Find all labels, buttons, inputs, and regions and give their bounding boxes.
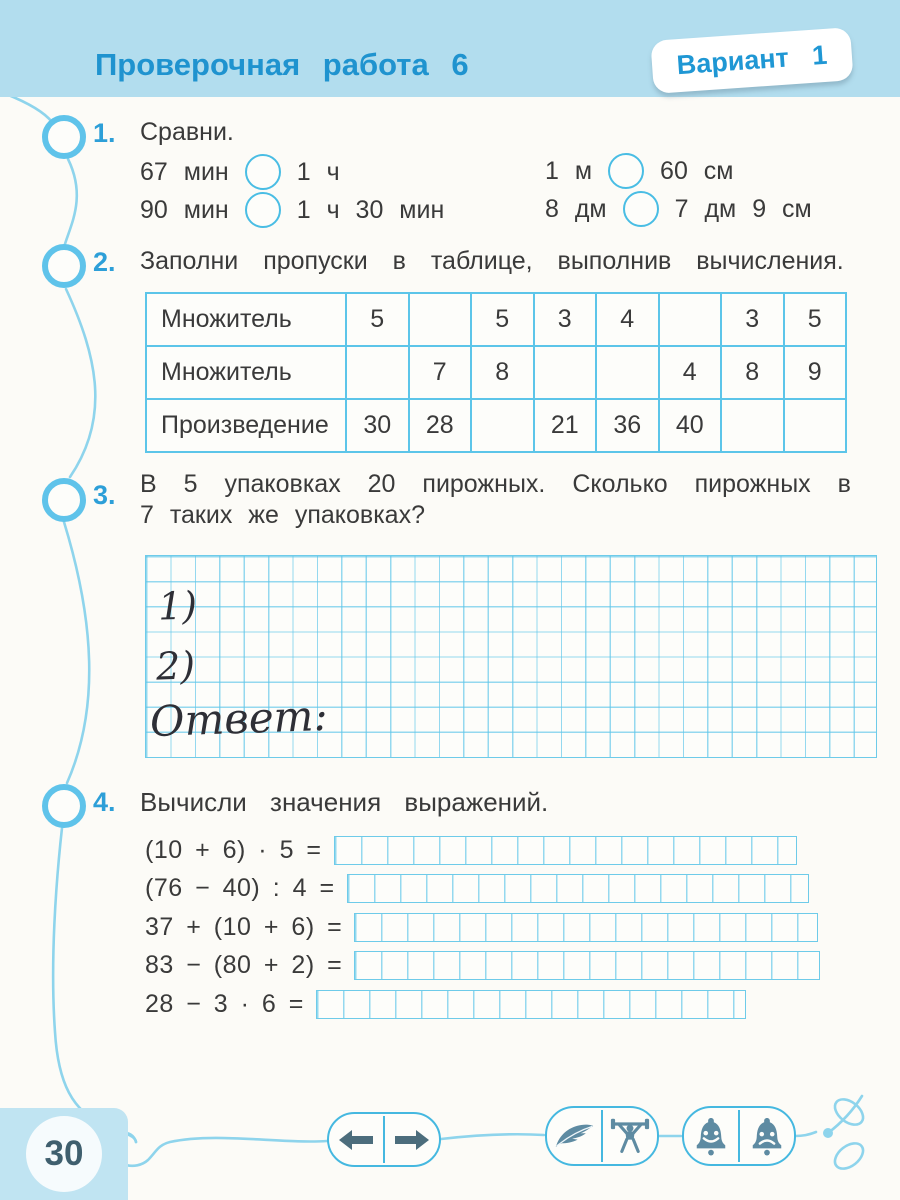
table-cell: 28 — [409, 399, 472, 452]
table-cell-empty[interactable] — [784, 399, 847, 452]
expression-text: (10 + 6) · 5 = — [145, 835, 322, 864]
task1-number: 1. — [93, 118, 116, 148]
happy-bell-icon — [692, 1115, 730, 1157]
table-cell-empty[interactable] — [409, 293, 472, 346]
nav-arrows-pill — [327, 1112, 441, 1167]
comparison-left: 67 мин — [140, 157, 229, 186]
task3-prompt-line1: В 5 упаковках 20 пирожных. Сколько пирожных в — [140, 470, 851, 498]
happy-bell-button[interactable] — [684, 1108, 738, 1164]
task1-prompt: Сравни. — [140, 118, 234, 146]
table-cell-empty[interactable] — [471, 399, 534, 452]
hard-weightlifter-button[interactable] — [603, 1108, 657, 1164]
left-arrow-icon — [338, 1129, 374, 1151]
comparison-left: 90 мин — [140, 195, 229, 224]
weightlifter-icon — [610, 1116, 650, 1156]
comparison-row — [140, 152, 340, 192]
bow-knot-icon — [828, 1094, 868, 1173]
table-row — [146, 399, 846, 452]
page-number-block — [0, 1108, 128, 1200]
table-row — [146, 346, 846, 399]
comparison-row — [545, 151, 734, 191]
difficulty-pill — [545, 1106, 659, 1166]
expression-row — [145, 908, 822, 947]
comparison-right: 60 см — [660, 156, 734, 185]
row-label: Множитель — [146, 346, 346, 399]
next-page-button[interactable] — [385, 1114, 439, 1165]
variant-badge-label: Вариант 1 — [675, 39, 829, 81]
table-cell: 9 — [784, 346, 847, 399]
table-cell-empty[interactable] — [659, 293, 722, 346]
sad-bell-button[interactable] — [740, 1108, 794, 1164]
comparison-right: 1 ч — [296, 157, 340, 186]
table-cell: 5 — [784, 293, 847, 346]
task4-number: 4. — [93, 787, 116, 817]
task2-prompt: Заполни пропуски в таблице, выполнив вычисления. — [140, 247, 844, 275]
multiplication-table — [145, 292, 847, 453]
row-label: Произведение — [146, 399, 346, 452]
feather-icon — [553, 1122, 595, 1150]
table-cell-empty[interactable] — [346, 346, 409, 399]
comparison-right: 1 ч 30 мин — [296, 195, 445, 224]
answer-strip[interactable] — [354, 913, 818, 942]
table-cell: 4 — [596, 293, 659, 346]
page-number-circle — [26, 1116, 102, 1192]
table-cell-empty[interactable] — [721, 399, 784, 452]
comparison-answer-circle[interactable] — [245, 192, 281, 228]
table-cell: 4 — [659, 346, 722, 399]
table-cell-empty[interactable] — [534, 346, 597, 399]
task3-marker-circle — [42, 478, 86, 522]
step2-label: 2) — [155, 643, 196, 689]
table-cell: 7 — [409, 346, 472, 399]
table-cell: 3 — [721, 293, 784, 346]
comparison-right: 7 дм 9 см — [674, 194, 812, 223]
table-cell: 8 — [471, 346, 534, 399]
table-cell: 40 — [659, 399, 722, 452]
table-cell: 21 — [534, 399, 597, 452]
row-label: Множитель — [146, 293, 346, 346]
page-number: 30 — [44, 1134, 84, 1173]
prev-page-button[interactable] — [329, 1114, 383, 1165]
answer-strip[interactable] — [354, 951, 820, 980]
comparison-answer-circle[interactable] — [623, 191, 659, 227]
task3-number: 3. — [93, 480, 116, 510]
comparison-row — [545, 189, 812, 229]
expression-row — [145, 947, 822, 986]
expression-text: (76 − 40) : 4 = — [145, 874, 335, 903]
step1-label: 1) — [157, 583, 198, 629]
sad-bell-icon — [748, 1115, 786, 1157]
comparison-left: 8 дм — [545, 194, 607, 223]
table-cell: 36 — [596, 399, 659, 452]
answer-strip[interactable] — [347, 874, 809, 903]
answer-label: Ответ: — [149, 690, 329, 747]
table-cell: 8 — [721, 346, 784, 399]
comparison-left: 1 м — [545, 156, 593, 185]
solution-grid[interactable] — [145, 555, 877, 758]
task1-marker-circle — [42, 115, 86, 159]
comparison-row — [140, 190, 444, 230]
comparison-answer-circle[interactable] — [245, 154, 281, 190]
right-arrow-icon — [394, 1129, 430, 1151]
task4-marker-circle — [42, 784, 86, 828]
mood-pill — [682, 1106, 796, 1166]
comparison-answer-circle[interactable] — [608, 153, 644, 189]
task3-prompt-line2: 7 таких же упаковках? — [140, 501, 425, 529]
expressions-list — [145, 831, 822, 1024]
expression-text: 83 − (80 + 2) = — [145, 951, 343, 980]
task2-marker-circle — [42, 244, 86, 288]
expression-text: 37 + (10 + 6) = — [145, 912, 343, 941]
easy-feather-button[interactable] — [547, 1108, 601, 1164]
table-cell: 3 — [534, 293, 597, 346]
table-cell: 5 — [471, 293, 534, 346]
answer-strip[interactable] — [316, 990, 746, 1019]
expression-row — [145, 870, 822, 909]
table-row — [146, 293, 846, 346]
expression-row — [145, 831, 822, 870]
page-title: Проверочная работа 6 — [95, 47, 469, 82]
bow-knot-center — [823, 1128, 833, 1138]
task4-prompt: Вычисли значения выражений. — [140, 787, 549, 817]
table-cell: 30 — [346, 399, 409, 452]
expression-row — [145, 985, 822, 1024]
answer-strip[interactable] — [334, 836, 797, 865]
table-cell-empty[interactable] — [596, 346, 659, 399]
expression-text: 28 − 3 · 6 = — [145, 989, 304, 1018]
table-cell: 5 — [346, 293, 409, 346]
task2-number: 2. — [93, 247, 116, 277]
